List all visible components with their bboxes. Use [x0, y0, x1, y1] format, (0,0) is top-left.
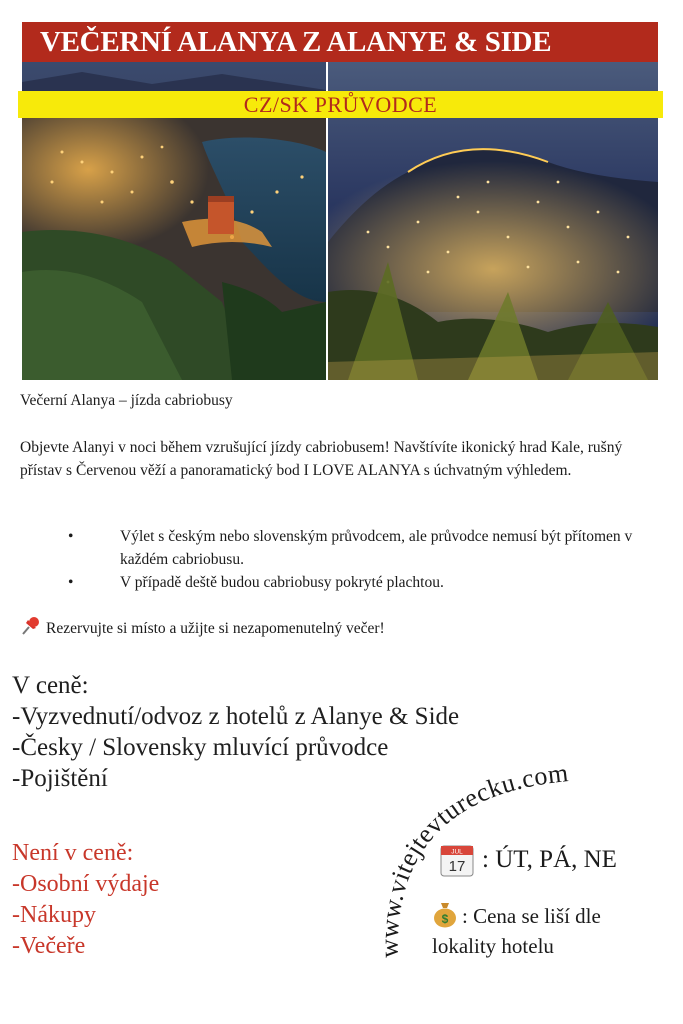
calendar-month: JUL	[451, 848, 463, 856]
included-item: -Pojištění	[12, 765, 108, 792]
list-item	[20, 525, 650, 571]
website-url: www.vitejtevturecku.com	[374, 758, 571, 958]
bullet-icon: •	[68, 574, 74, 591]
feature-list	[20, 525, 650, 594]
reservation-note	[20, 616, 385, 640]
bullet-icon: •	[68, 528, 74, 545]
excluded-item: -Nákupy	[12, 902, 96, 928]
excluded-heading: Není v ceně:	[12, 840, 134, 866]
list-item	[20, 571, 650, 594]
money-bag-icon	[432, 900, 458, 928]
included-item: -Česky / Slovensky mluvící průvodce	[12, 734, 389, 761]
page-title: VEČERNÍ ALANYA Z ALANYE & SIDE	[22, 22, 658, 62]
guide-badge: CZ/SK PRŮVODCE	[18, 91, 663, 118]
pushpin-icon	[20, 616, 42, 636]
included-item: -Vyzvednutí/odvoz z hotelů z Alanye & Side	[12, 703, 460, 730]
tour-caption: Večerní Alanya – jízda cabriobusy	[20, 392, 233, 409]
reservation-text: Rezervujte si místo a užijte si nezapomenutelný večer!	[46, 620, 385, 637]
price-text: : Cena se liší dle lokality hotelu	[432, 904, 601, 958]
schedule-days: : ÚT, PÁ, NE	[482, 846, 617, 873]
excluded-section	[12, 838, 159, 962]
svg-text:$: $	[441, 912, 449, 926]
price-note	[432, 900, 662, 961]
calendar-day: 17	[448, 858, 466, 875]
schedule	[440, 843, 617, 877]
excluded-item: -Osobní výdaje	[12, 871, 160, 897]
calendar-icon	[440, 843, 474, 877]
tour-description: Objevte Alanyi v noci během vzrušující jízdy cabriobusem! Navštívíte ikonický hrad Kale, rušný přístav s Červenou věží a panoramatický bod I LOVE ALANYA s úchvatným výhledem.	[20, 439, 623, 479]
list-item-text: V případě deště budou cabriobusy pokryté plachtou.	[120, 574, 444, 591]
included-heading: V ceně:	[12, 672, 89, 699]
excluded-item: -Večeře	[12, 933, 86, 959]
list-item-text: Výlet s českým nebo slovenským průvodcem, ale průvodce nemusí být přítomen v každém cabriobusu.	[120, 528, 633, 568]
